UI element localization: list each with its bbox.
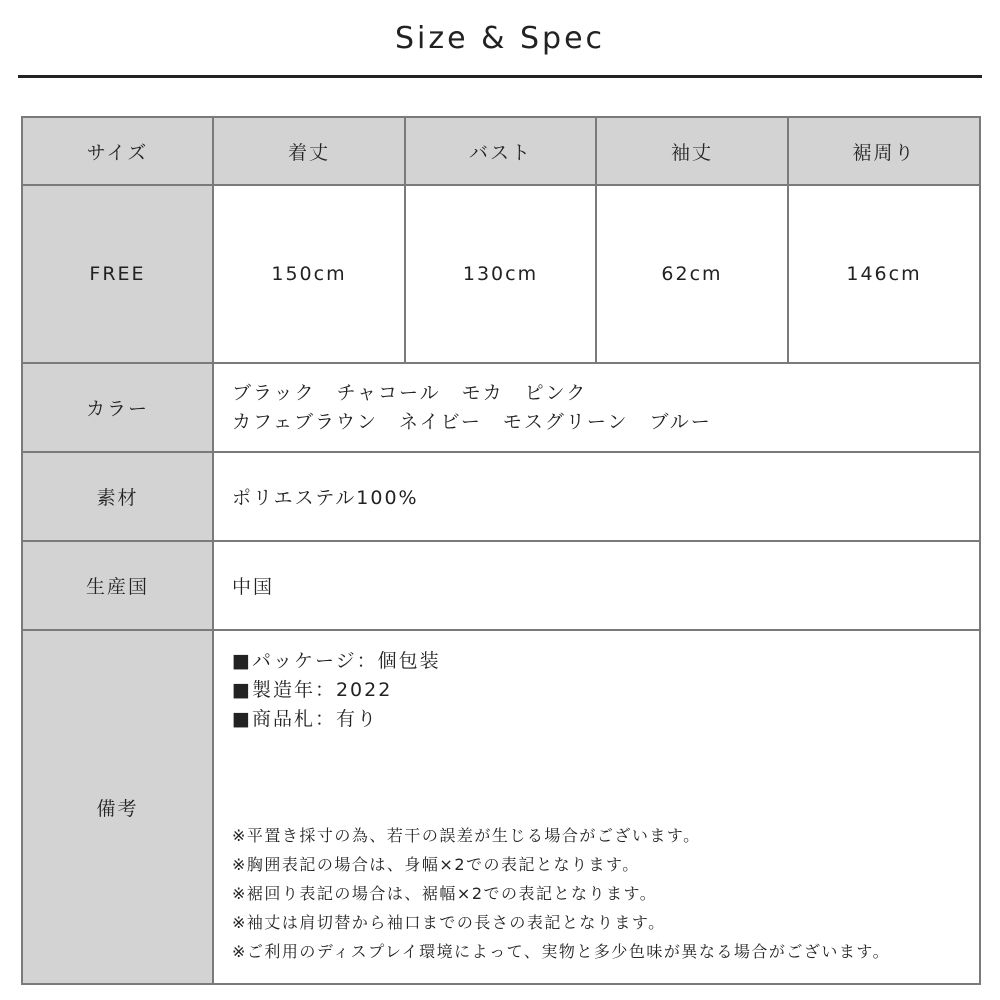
- material-row: [22, 452, 980, 541]
- page-title: Size & Spec: [394, 21, 606, 56]
- header-bust: バスト: [405, 117, 596, 185]
- color-line: カフェブラウン ネイビー モスグリーン ブルー: [232, 410, 712, 433]
- color-value: [213, 363, 980, 452]
- header-sleeve: 袖丈: [596, 117, 788, 185]
- material-value: ポリエステル100%: [213, 452, 980, 541]
- remarks-note: ※袖丈は肩切替から袖口までの長さの表記となります。: [232, 913, 666, 932]
- origin-row: [22, 541, 980, 630]
- origin-label: 生産国: [22, 541, 213, 630]
- bust-value: 130cm: [405, 185, 596, 363]
- header-size: サイズ: [22, 117, 213, 185]
- color-label: カラー: [22, 363, 213, 452]
- remarks-value: [213, 630, 980, 984]
- remarks-notes: [232, 821, 890, 966]
- color-line: ブラック チャコール モカ ピンク: [232, 381, 588, 404]
- size-row-free: [22, 185, 980, 363]
- remarks-item: ■製造年：2022: [232, 679, 393, 701]
- remarks-note: ※平置き採寸の為、若干の誤差が生じる場合がございます。: [232, 826, 701, 845]
- spec-table: [21, 116, 981, 985]
- remarks-note: ※裾回り表記の場合は、裾幅×2での表記となります。: [232, 884, 658, 903]
- header-length: 着丈: [213, 117, 405, 185]
- header-hem: 裾周り: [788, 117, 980, 185]
- remarks-note: ※ご利用のディスプレイ環境によって、実物と多少色味が異なる場合がございます。: [232, 942, 891, 961]
- sleeve-value: 62cm: [596, 185, 788, 363]
- remarks-item: ■商品札：有り: [232, 708, 378, 730]
- material-label: 素材: [22, 452, 213, 541]
- hem-value: 146cm: [788, 185, 980, 363]
- size-label: FREE: [22, 185, 213, 363]
- color-row: [22, 363, 980, 452]
- length-value: 150cm: [213, 185, 405, 363]
- size-header-row: [22, 117, 980, 185]
- remarks-note: ※胸囲表記の場合は、身幅×2での表記となります。: [232, 855, 640, 874]
- remarks-row: [22, 630, 980, 984]
- remarks-items: [232, 647, 441, 734]
- remarks-item: ■パッケージ：個包装: [232, 650, 441, 672]
- title-divider: [18, 75, 982, 78]
- origin-value: 中国: [213, 541, 980, 630]
- remarks-label: 備考: [22, 630, 213, 984]
